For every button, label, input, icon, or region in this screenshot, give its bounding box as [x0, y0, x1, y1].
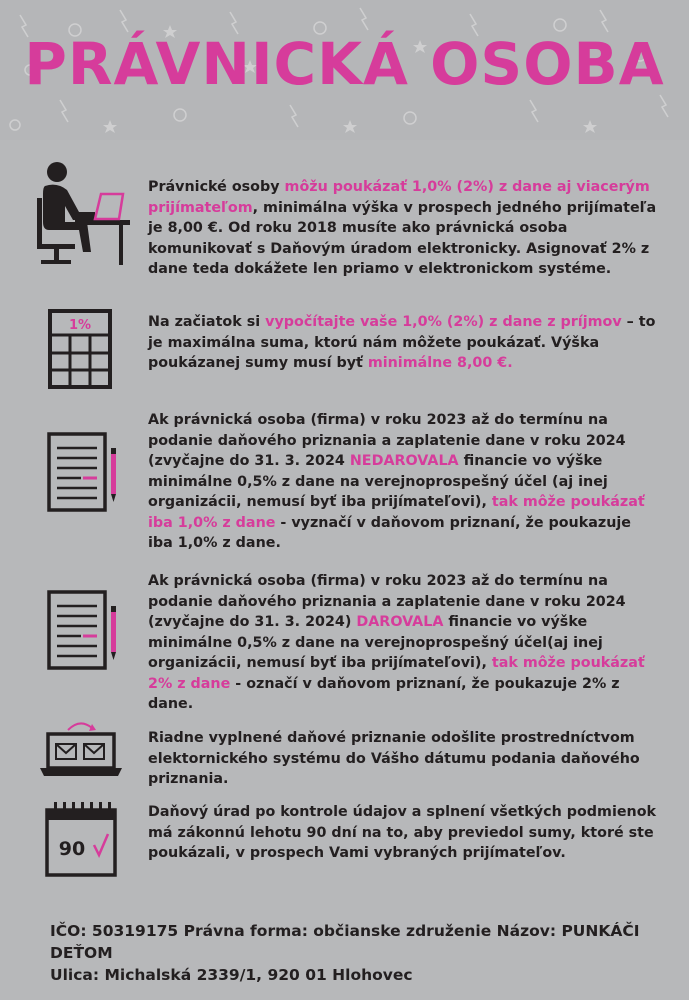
calculator-label: 1%	[68, 318, 92, 333]
header	[0, 0, 689, 140]
highlight-run: NEDAROVALA	[349, 453, 459, 469]
laptop-mail-icon	[38, 716, 124, 778]
section-text	[148, 571, 658, 715]
text-run: financie vo výške minimálne 0,5% z dane na verejnoprospešný účel(aj inej organizácii, nemusí byť iba prijímateľovi),	[148, 614, 603, 671]
text-run: Ak právnická osoba (firma) v roku 2023 až do termínu na podanie daňového priznania a zaplatenie dane v roku 2024 (zvyčajne do 31. 3. 2024)	[148, 573, 626, 630]
document-pen-icon	[45, 430, 125, 518]
highlight-run: tak môže poukázať 2% z dane	[148, 655, 645, 692]
footer	[50, 920, 689, 986]
highlight-run: minimálne 8,00 €.	[367, 355, 513, 371]
text-run: Daňový úrad po kontrole údajov a splnení všetkých podmienok má zákonnú lehotu 90 dní na to, aby previedol sumy, ktoré ste poukázali, v prospech Vami vybraných prijímateľov.	[148, 804, 657, 861]
calendar-days-label: 90	[58, 838, 86, 860]
text-run: – to je maximálna suma, ktorú nám môžete poukázať. Výška poukázanej sumy musí byť	[148, 314, 656, 371]
text-run: Na začiatok si	[148, 314, 266, 330]
text-run: Riadne vyplnené daňové priznanie odošlite prostredníctvom elektornického systému do Vášho dátumu podania daňového priznania.	[148, 730, 640, 787]
calendar-icon	[44, 800, 118, 878]
highlight-run: vypočítajte vaše 1,0% (2%) z dane z príjmov	[265, 314, 622, 330]
text-run: , minimálna výška v prospech jedného prijímateľa je 8,00 €. Od roku 2018 musíte ako právnická osoba komunikovať s Daňovým úradom elektronicky. Asignovať 2% z dane teda dokážete len priamo v elektronickom systéme.	[148, 199, 657, 277]
footer-line-2: Ulica: Michalská 2339/1, 920 01 Hlohovec	[50, 966, 413, 984]
highlight-run: môžu poukázať 1,0% (2%) z dane aj viacerým prijímateľom	[148, 179, 650, 216]
document-pen-icon	[45, 588, 125, 676]
footer-line-1: IČO: 50319175 Právna forma: občianske združenie Názov: PUNKÁČI DEŤOM	[50, 922, 640, 962]
section-text	[148, 410, 658, 554]
page-title: PRÁVNICKÁ OSOBA	[24, 30, 665, 98]
text-run: - vyznačí v daňovom priznaní, že poukazuje iba 1,0% z dane.	[148, 514, 631, 551]
text-run: financie vo výške minimálne 0,5% z dane na verejnoprospešný účel (aj inej organizácii, nemusí byť iba prijímateľovi),	[148, 453, 608, 510]
text-run: Ak právnická osoba (firma) v roku 2023 až do termínu na podanie daňového priznania a zaplatenie dane v roku 2024 (zvyčajne do 31. 3. 2024	[148, 412, 626, 469]
calculator-icon	[48, 309, 112, 389]
text-run: - označí v daňovom priznaní, že poukazuje 2% z dane.	[148, 675, 620, 712]
highlight-run: tak môže poukázať iba 1,0% z dane	[148, 494, 645, 531]
highlight-run: DAROVALA	[356, 614, 444, 630]
person-at-computer-icon	[35, 160, 130, 272]
section-text	[148, 312, 658, 374]
text-run: Právnické osoby	[148, 179, 285, 195]
section-text	[148, 177, 658, 280]
section-text	[148, 802, 658, 864]
section-text	[148, 728, 658, 790]
